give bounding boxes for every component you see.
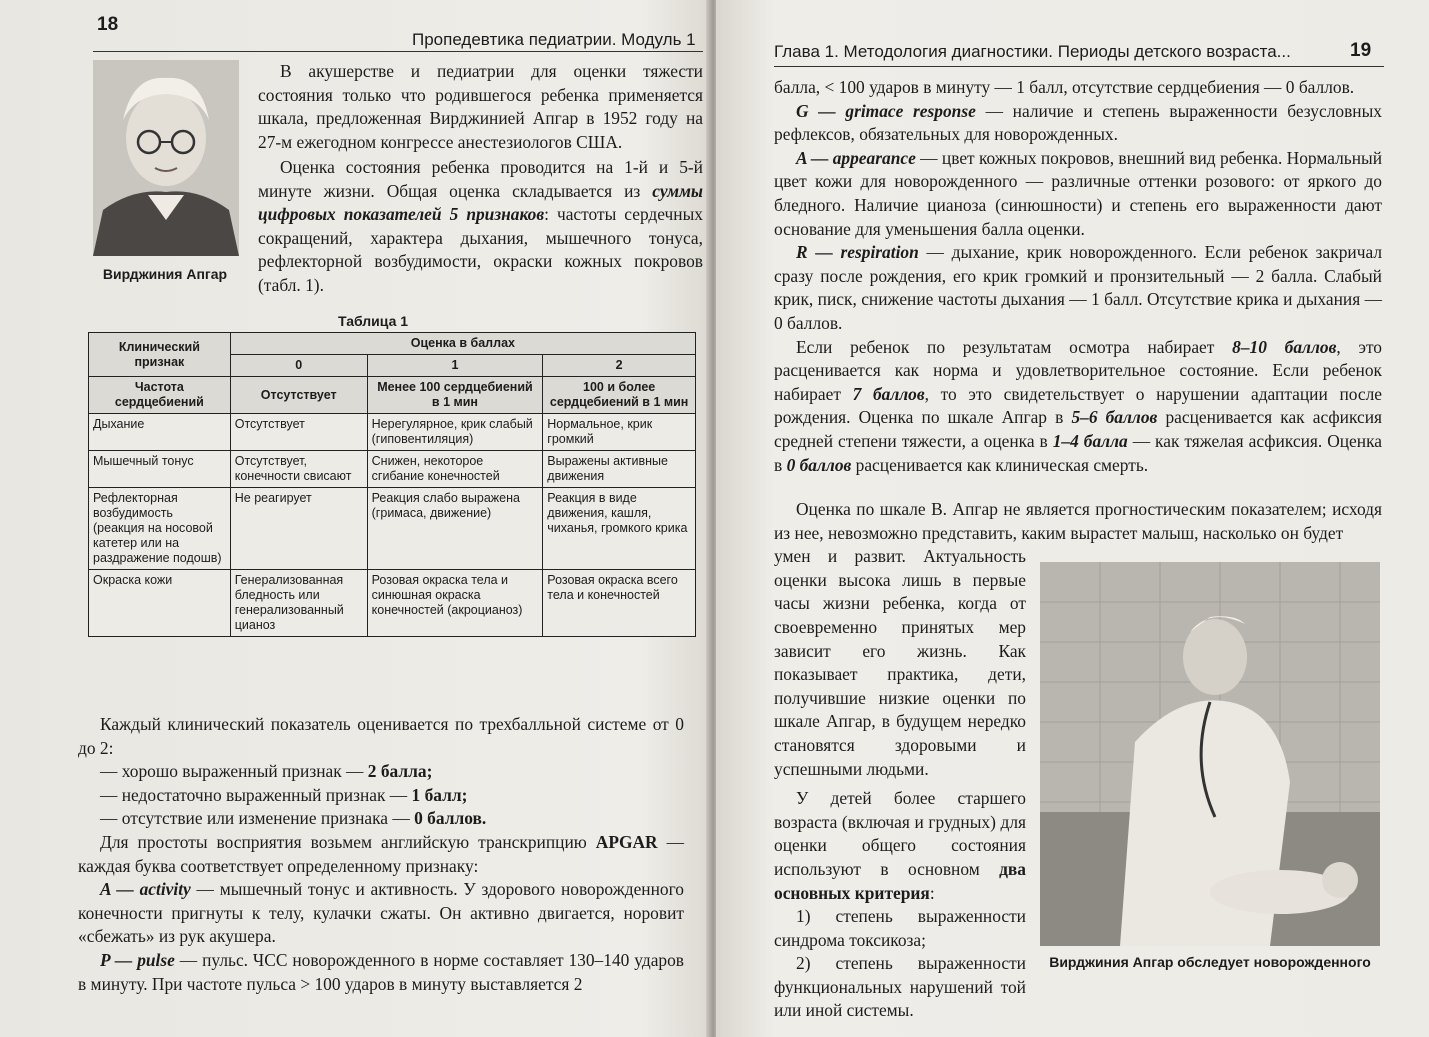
header-score-1: 1 xyxy=(367,355,543,377)
older-children-section xyxy=(774,787,1026,1023)
scoring-item-0 xyxy=(78,807,684,831)
score-range-7: 7 баллов xyxy=(852,383,925,404)
table-title: Таблица 1 xyxy=(338,313,409,329)
score-range-5-6: 5–6 баллов xyxy=(1071,407,1158,428)
right-page xyxy=(716,0,1429,1037)
score-text-3: , то это свидетельствует о нарушении адаптации после рождения. Оценка по шкале Апгар в xyxy=(774,383,1383,428)
apgar-text-a: Для простоты восприятия возьмем английскую транскрипцию xyxy=(100,831,596,852)
intro-paragraph-1 xyxy=(258,60,703,154)
older-children-paragraph xyxy=(774,787,1026,905)
pulse-term: P — pulse xyxy=(100,949,175,970)
intro-text-2b: : частоты сердечных сокращений, характера дыхания, мышечного тонуса, рефлекторной возбудимости, окраски кожных покровов (табл. 1). xyxy=(258,204,703,295)
scoring-item-2 xyxy=(78,760,684,784)
intro-emphasis: суммы цифровых показателей 5 признаков xyxy=(258,180,703,225)
row-score-0: Отсутствует xyxy=(230,377,367,414)
header-clinical-sign: Клинический признак xyxy=(89,333,231,377)
score-text-4: расценивается как асфиксия средней степени тяжести, а оценка в xyxy=(774,407,1382,451)
score-text-5: — как тяжелая асфиксия. Оценка в xyxy=(774,430,1382,475)
portrait-illustration xyxy=(93,60,239,256)
grimace-text: — наличие и степень выраженности безусловных рефлексов, обязательных для новорожденных. xyxy=(774,100,1382,145)
table-row xyxy=(89,570,696,637)
intro-text-2a: Оценка состояния ребенка проводится на 1-й и 5-й минуте жизни. Общая оценка складывается из xyxy=(258,157,703,201)
running-header: Глава 1. Методология диагностики. Периоды детского возраста... xyxy=(774,42,1291,61)
row-score-2: 100 и более сердцебиений в 1 мин xyxy=(543,377,696,414)
scoring-section xyxy=(78,713,684,996)
score-text-1: Если ребенок по результатам осмотра набирает xyxy=(796,336,1233,357)
scoring-intro: Каждый клинический показатель оценивается по трехбалльной системе от 0 до 2: xyxy=(78,714,684,758)
respiration-term: R — respiration xyxy=(796,242,919,263)
prognosis-text-continued: умен и развит. Актуальность оценки высока лишь в первые часы жизни ребенка, когда от своевременно принятых мер зависит его жизнь. Как показывает практика, дети, получившие низкие оценки по шкале Апгар, в будущем нередко становятся здоровыми и успешными людьми. xyxy=(774,546,1026,779)
appearance-text: — цвет кожных покровов, внешний вид ребенка. Нормальный цвет кожи для новорожденного — различные оттенки розового: от яркого до бледного. Наличие цианоза (синюшности) и степень его выраженности дают основание для уменьшения балла оценки. xyxy=(774,147,1383,239)
respiration-paragraph xyxy=(774,241,1382,335)
prognosis-text: Оценка по шкале В. Апгар не является прогностическим показателем; исходя из нее, невозможно представить, каким вырастет малыш, насколько он будет xyxy=(774,499,1382,543)
apgar-table xyxy=(88,332,696,637)
scoring-item-0-text: — отсутствие или изменение признака — xyxy=(100,808,415,829)
respiration-text: — дыхание, крик новорожденного. Если ребенок закричал сразу после рождения, его крик громкий и пронзительный — 2 балла. Слабый крик, писк, снижение частоты дыхания — 1 балл. Отсутствие крика и дыхания — 0 баллов. xyxy=(774,242,1382,333)
table-header-row xyxy=(89,333,696,355)
two-criteria: два основных критерия xyxy=(774,858,1026,903)
scoring-item-1 xyxy=(78,784,684,808)
appearance-paragraph xyxy=(774,147,1382,241)
intro-text-1: В акушерстве и педиатрии для оценки тяжести состояния только что родившегося ребенка применяется шкала, предложенная Вирджинией Апгар в 1952 году на 27-м ежегодном конгрессе анестезиологов США. xyxy=(258,61,703,152)
apgar-paragraph xyxy=(78,831,684,878)
table-row xyxy=(89,377,696,414)
score-interpretation-paragraph xyxy=(774,336,1382,478)
criterion-1: 1) степень выраженности синдрома токсикоза; xyxy=(774,906,1026,950)
examination-photo xyxy=(1040,562,1380,946)
row-score-1: Розовая окраска тела и синюшная окраска конечностей (акроцианоз) xyxy=(367,570,543,637)
row-sign: Мышечный тонус xyxy=(89,451,231,488)
pulse-continuation: балла, < 100 ударов в минуту — 1 балл, отсутствие сердцебиения — 0 баллов. xyxy=(774,77,1355,97)
row-score-2: Реакция в виде движения, кашля, чиханья, громкого крика xyxy=(543,488,696,570)
page-number: 19 xyxy=(1350,40,1372,61)
portrait-photo xyxy=(93,60,239,256)
row-sign: Частота сердцебиений xyxy=(89,377,231,414)
grimace-paragraph xyxy=(774,100,1382,147)
activity-text: — мышечный тонус и активность. У здорового новорожденного конечности пригнуты к телу, кулачки сжаты. Он активно двигается, норовит «сбежать» из рук акушера. xyxy=(78,879,684,947)
row-score-2: Нормальное, крик громкий xyxy=(543,414,696,451)
score-text-2: , это расценивается как норма и удовлетворительное состояние. Если ребенок набирает xyxy=(774,336,1383,404)
intro-paragraph-2 xyxy=(258,156,703,298)
scoring-item-1-text: — недостаточно выраженный признак — xyxy=(100,784,412,805)
left-page xyxy=(0,0,712,1037)
row-score-2: Розовая окраска всего тела и конечностей xyxy=(543,570,696,637)
row-score-0: Не реагирует xyxy=(230,488,367,570)
row-score-1: Менее 100 сердцебиений в 1 мин xyxy=(367,377,543,414)
header-score-0: 0 xyxy=(230,355,367,377)
row-score-1: Реакция слабо выражена (гримаса, движение) xyxy=(367,488,543,570)
prognosis-paragraph-column xyxy=(774,545,1026,781)
header-rule xyxy=(774,66,1384,67)
score-range-1-4: 1–4 балла xyxy=(1052,430,1128,451)
row-score-2: Выражены активные движения xyxy=(543,451,696,488)
scoring-item-2-text: — хорошо выраженный признак — xyxy=(100,761,368,782)
row-sign: Рефлекторная возбудимость (реакция на носовой катетер или на раздражение подошв) xyxy=(89,488,231,570)
activity-term: A — activity xyxy=(100,879,191,900)
prognosis-paragraph-top xyxy=(774,498,1382,545)
portrait-caption: Вирджиния Апгар xyxy=(102,266,228,282)
table-row xyxy=(89,414,696,451)
pulse-paragraph xyxy=(78,949,684,996)
grimace-term: G — grimace response xyxy=(796,100,976,121)
row-sign: Дыхание xyxy=(89,414,231,451)
row-score-1: Нерегулярное, крик слабый (гиповентиляция) xyxy=(367,414,543,451)
row-score-1: Снижен, некоторое сгибание конечностей xyxy=(367,451,543,488)
pulse-text: — пульс. ЧСС новорожденного в норме составляет 130–140 ударов в минуту. При частоте пульса > 100 ударов в минуту выставляется 2 xyxy=(78,949,685,994)
header-score-2: 2 xyxy=(543,355,696,377)
page-number: 18 xyxy=(97,14,119,35)
appearance-term: A — appearance xyxy=(796,147,916,168)
header-rule xyxy=(93,51,703,52)
running-header: Пропедевтика педиатрии. Модуль 1 xyxy=(412,30,696,49)
table-row xyxy=(89,451,696,488)
apgar-acronym: APGAR xyxy=(595,831,658,852)
examination-illustration xyxy=(1040,562,1380,946)
scoring-item-2-value: 2 балла; xyxy=(367,761,433,782)
activity-paragraph xyxy=(78,878,684,949)
row-score-0: Отсутствует, конечности свисают xyxy=(230,451,367,488)
right-text-top xyxy=(774,76,1382,477)
score-range-0: 0 баллов xyxy=(786,454,852,475)
examination-caption: Вирджиния Апгар обследует новорожденного xyxy=(1049,954,1371,970)
row-score-0: Генерализованная бледность или генерализованный цианоз xyxy=(230,570,367,637)
table-row xyxy=(89,488,696,570)
older-text-b: : xyxy=(929,882,935,903)
score-text-6: расценивается как клиническая смерть. xyxy=(851,454,1149,475)
row-score-0: Отсутствует xyxy=(230,414,367,451)
older-text-a: У детей более старшего возраста (включая и грудных) для оценки общего состояния используют в основном xyxy=(774,788,1026,879)
score-range-8-10: 8–10 баллов xyxy=(1232,336,1337,357)
criterion-2: 2) степень выраженности функциональных нарушений той или иной системы. xyxy=(774,953,1026,1021)
header-score: Оценка в баллах xyxy=(230,333,695,355)
scoring-item-1-value: 1 балл; xyxy=(411,784,468,805)
scoring-item-0-value: 0 баллов. xyxy=(414,808,487,829)
apgar-text-b: — каждая буква соответствует определенному признаку: xyxy=(78,831,684,876)
row-sign: Окраска кожи xyxy=(89,570,231,637)
